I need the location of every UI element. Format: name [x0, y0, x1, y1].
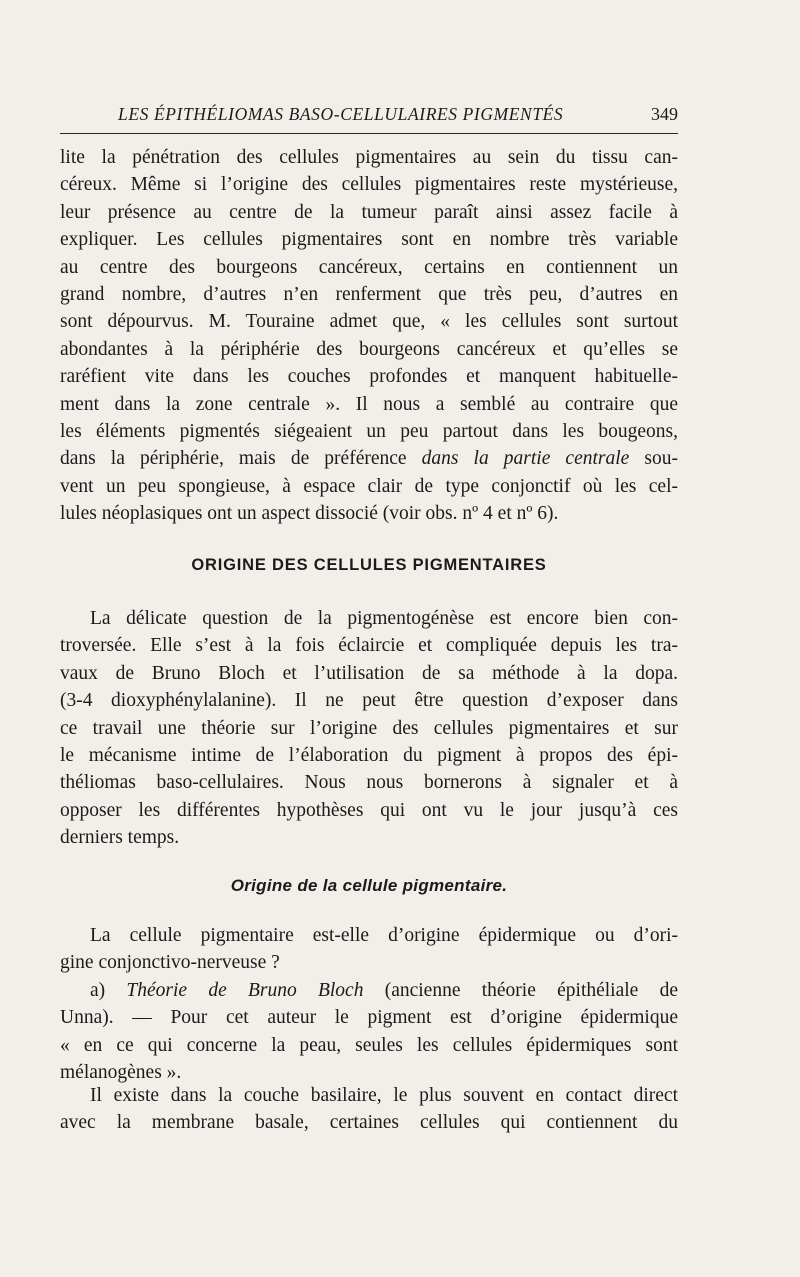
text-segment: (ancienne théorie épithéliale de: [363, 980, 678, 1001]
section-heading: ORIGINE DES CELLULES PIGMENTAIRES: [191, 556, 547, 574]
text-line: les éléments pigmentés siégeaient un peu partout dans les bougeons,: [60, 420, 678, 442]
text-line: derniers temps.: [60, 827, 180, 849]
text-line: La cellule pigmentaire est-elle d’origine épidermique ou d’ori-: [90, 925, 678, 946]
text-line: grand nombre, d’autres n’en renferment que très peu, d’autres en: [60, 283, 678, 305]
text-line: leur présence au centre de la tumeur paraît ainsi assez facile à: [60, 201, 678, 223]
header-rule: [60, 133, 678, 134]
text-line: au centre des bourgeons cancéreux, certains en contiennent un: [60, 256, 678, 278]
text-line: Il existe dans la couche basilaire, le plus souvent en contact direct: [90, 1085, 678, 1106]
paragraph-bloch-theory: [60, 977, 678, 1087]
text-line: La délicate question de la pigmentogénèse est encore bien con-: [90, 608, 678, 629]
text-line: vaux de Bruno Bloch et l’utilisation de sa méthode à la dopa.: [60, 662, 678, 684]
text-line: le mécanisme intime de l’élaboration du pigment à propos des épi-: [60, 744, 678, 766]
text-line: lite la pénétration des cellules pigmentaires au sein du tissu can-: [60, 147, 678, 168]
text-line: (3-4 dioxyphénylalanine). Il ne peut être question d’exposer dans: [60, 690, 678, 712]
text-line: raréfient vite dans les couches profondes et manquent habituelle-: [60, 366, 678, 388]
text-line: abondantes à la périphérie des bourgeons cancéreux et qu’elles se: [60, 338, 678, 360]
running-head: [60, 100, 678, 130]
page-number: 349: [651, 104, 678, 124]
text-line: lules néoplasiques ont un aspect dissocié (voir obs. nº 4 et nº 6).: [60, 503, 559, 525]
text-line: Unna). — Pour cet auteur le pigment est d’origine épidermique: [60, 1007, 678, 1029]
text-line: gine conjonctivo-nerveuse ?: [60, 952, 280, 974]
text-line: ment dans la zone centrale ». Il nous a semblé au contraire que: [60, 393, 678, 415]
text-line: troversée. Elle s’est à la fois éclaircie et compliquée depuis les tra-: [60, 635, 678, 657]
text-line: sont dépourvus. M. Touraine admet que, « les cellules sont surtout: [60, 311, 678, 333]
subsection-heading: Origine de la cellule pigmentaire.: [230, 876, 508, 895]
text-line: expliquer. Les cellules pigmentaires sont en nombre très variable: [60, 229, 678, 251]
text-line: [60, 445, 678, 472]
running-title: LES ÉPITHÉLIOMAS BASO-CELLULAIRES PIGMENTÉS: [118, 104, 564, 124]
text-line: ce travail une théorie sur l’origine des cellules pigmentaires et sur: [60, 717, 678, 739]
text-line: céreux. Même si l’origine des cellules pigmentaires reste mystérieuse,: [60, 174, 678, 196]
text-segment: dans la périphérie, mais de préférence: [60, 448, 422, 470]
paragraph-origin-question: [60, 922, 678, 977]
text-line: « en ce qui concerne la peau, seules les cellules épidermiques sont: [60, 1034, 678, 1056]
paragraph-pigmentogenesis: [60, 605, 678, 852]
text-line: opposer les différentes hypothèses qui ont vu le jour jusqu’à ces: [60, 799, 678, 821]
text-line: [60, 977, 678, 1004]
text-line: vent un peu spongieuse, à espace clair de type conjonctif où les cel-: [60, 475, 678, 497]
italic-emphasis: Théorie de Bruno Bloch: [126, 980, 364, 1001]
text-line: mélanogènes ».: [60, 1062, 182, 1084]
text-segment: a): [90, 980, 127, 1001]
paragraph-basal-layer: [60, 1082, 678, 1137]
text-line: avec la membrane basale, certaines cellules qui contiennent du: [60, 1112, 678, 1134]
text-segment: sou-: [629, 448, 678, 470]
text-line: théliomas baso-cellulaires. Nous nous bornerons à signaler et à: [60, 772, 678, 794]
italic-emphasis: dans la partie centrale: [421, 448, 630, 470]
paragraph-pigment-cells-location: [60, 144, 678, 527]
